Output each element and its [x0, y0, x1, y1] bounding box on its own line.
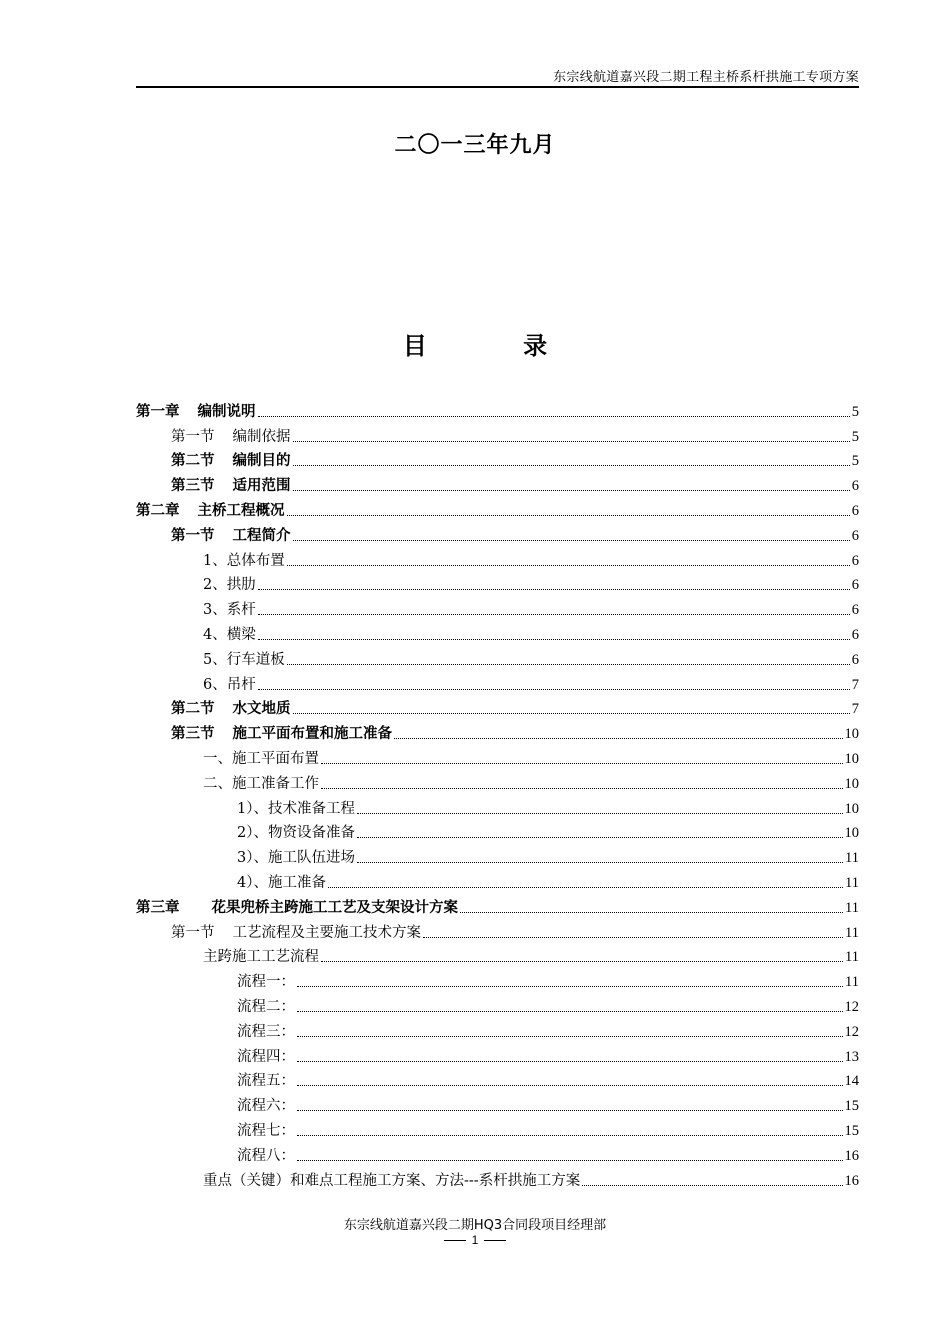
toc-entry[interactable]: [136, 545, 859, 570]
toc-leader-dots: [357, 861, 843, 863]
toc-entry-page: 12: [844, 1023, 859, 1040]
toc-entry-text: 流程一：: [237, 974, 295, 991]
toc-leader-dots: [423, 936, 843, 938]
toc-entry[interactable]: [136, 966, 859, 991]
table-of-contents: [136, 396, 859, 1190]
toc-entry[interactable]: [136, 842, 859, 867]
toc-entry-page: 6: [851, 552, 859, 569]
toc-entry-page: 5: [851, 403, 859, 420]
toc-leader-dots: [258, 638, 850, 640]
toc-entry[interactable]: [136, 644, 859, 669]
toc-leader-dots: [293, 464, 850, 466]
toc-entry-page: 6: [851, 602, 859, 619]
toc-entry-page: 6: [851, 478, 859, 495]
toc-entry-page: 6: [851, 502, 859, 519]
toc-entry[interactable]: [136, 446, 859, 471]
toc-entry-label: [237, 800, 355, 818]
toc-entry[interactable]: [136, 942, 859, 967]
page-number-dash-left: [444, 1240, 466, 1241]
toc-entry-prefix: 第三节: [171, 477, 215, 495]
toc-entry-page: 11: [845, 874, 859, 891]
toc-entry-text: 流程六：: [237, 1098, 295, 1115]
toc-entry-prefix: 第一章: [136, 402, 180, 420]
toc-leader-dots: [357, 812, 843, 814]
toc-entry-prefix: 第三节: [171, 725, 215, 743]
toc-entry-page: 13: [844, 1048, 859, 1065]
toc-entry[interactable]: [136, 520, 859, 545]
toc-entry-page: 10: [844, 775, 859, 792]
toc-leader-dots: [287, 663, 850, 665]
toc-entry[interactable]: [136, 1165, 859, 1190]
toc-entry-label: [171, 428, 291, 446]
toc-entry-text: 工程简介: [232, 526, 291, 544]
toc-leader-dots: [293, 440, 850, 442]
toc-entry-label: [237, 1122, 295, 1140]
toc-entry-text: 适用范围: [232, 477, 291, 495]
toc-leader-dots: [460, 911, 843, 913]
toc-entry-text: 6、吊杆: [203, 676, 256, 693]
toc-entry[interactable]: [136, 495, 859, 520]
toc-leader-dots: [297, 1134, 843, 1136]
toc-entry-text: 4、横梁: [203, 626, 256, 643]
toc-entry-label: [237, 1097, 295, 1115]
toc-entry-label: [203, 651, 285, 669]
toc-entry-label: [203, 676, 256, 694]
toc-entry[interactable]: [136, 570, 859, 595]
toc-entry-text: 流程三：: [237, 1023, 295, 1040]
toc-entry-label: [203, 576, 256, 594]
page-number-dash-right: [484, 1240, 506, 1241]
toc-entry[interactable]: [136, 421, 859, 446]
toc-entry-page: 12: [844, 998, 859, 1015]
toc-entry-text: 2）、物资设备准备: [237, 825, 355, 842]
toc-entry-prefix: 第一节: [171, 526, 215, 544]
toc-entry-text: 3）、施工队伍进场: [237, 850, 355, 867]
toc-entry-label: [171, 700, 291, 718]
toc-entry-text: 一、施工平面布置: [203, 750, 319, 767]
toc-entry[interactable]: [136, 1066, 859, 1091]
toc-entry-page: 6: [851, 626, 859, 643]
toc-leader-dots: [258, 688, 850, 690]
toc-entry-text: 编制目的: [232, 452, 291, 470]
toc-entry-text: 主跨施工工艺流程: [203, 949, 319, 966]
toc-entry[interactable]: [136, 991, 859, 1016]
toc-entry-label: [237, 998, 295, 1016]
toc-entry-label: [136, 403, 256, 421]
toc-entry-prefix: 第一节: [171, 428, 215, 445]
toc-entry[interactable]: [136, 594, 859, 619]
toc-entry[interactable]: [136, 818, 859, 843]
toc-entry-page: 5: [851, 428, 859, 445]
toc-leader-dots: [258, 588, 850, 590]
toc-entry-label: [203, 1172, 580, 1190]
toc-leader-dots: [297, 1010, 843, 1012]
toc-entry[interactable]: [136, 619, 859, 644]
toc-entry-label: [237, 824, 355, 842]
toc-entry[interactable]: [136, 867, 859, 892]
toc-entry-page: 10: [844, 726, 859, 743]
toc-leader-dots: [321, 787, 843, 789]
toc-entry-label: [171, 725, 392, 743]
toc-entry[interactable]: [136, 694, 859, 719]
toc-entry[interactable]: [136, 793, 859, 818]
page-number: [0, 1233, 950, 1247]
toc-entry-page: 6: [851, 651, 859, 668]
toc-entry-text: 2、拱肋: [203, 577, 256, 594]
toc-entry-text: 工艺流程及主要施工技术方案: [232, 924, 421, 941]
toc-entry-text: 重点（关键）和难点工程施工方案、方法---系杆拱施工方案: [203, 1172, 581, 1189]
toc-entry-label: [237, 849, 355, 867]
toc-leader-dots: [297, 985, 843, 987]
toc-entry-text: 流程四：: [237, 1048, 295, 1065]
toc-entry-text: 1、总体布置: [203, 552, 285, 569]
toc-leader-dots: [321, 762, 843, 764]
toc-entry-page: 5: [851, 453, 859, 470]
toc-leader-dots: [321, 960, 843, 962]
toc-entry-text: 流程八：: [237, 1147, 295, 1164]
toc-entry-page: 11: [845, 850, 859, 867]
toc-entry-page: 6: [851, 527, 859, 544]
toc-entry-label: [136, 502, 285, 520]
toc-entry-label: [237, 1023, 295, 1041]
toc-entry-label: [203, 775, 319, 793]
toc-entry-label: [237, 973, 295, 991]
toc-entry-prefix: 第二节: [171, 452, 215, 470]
toc-entry-prefix: 第一节: [171, 924, 215, 941]
toc-entry-text: 流程二：: [237, 998, 295, 1015]
toc-entry-text: 流程七：: [237, 1122, 295, 1139]
toc-entry-page: 16: [844, 1147, 859, 1164]
toc-leader-dots: [293, 489, 850, 491]
toc-entry-page: 11: [845, 924, 859, 941]
toc-entry-page: 6: [851, 577, 859, 594]
toc-entry-text: 1）、技术准备工程: [237, 800, 355, 817]
toc-entry-label: [171, 924, 421, 942]
toc-entry-label: [237, 1048, 295, 1066]
toc-entry-page: 11: [845, 899, 859, 916]
toc-entry[interactable]: [136, 1115, 859, 1140]
toc-leader-dots: [328, 886, 843, 888]
toc-title: 目 录: [402, 331, 592, 360]
toc-entry-text: 水文地质: [232, 700, 291, 718]
toc-entry-label: [203, 948, 319, 966]
toc-entry-prefix: 第三章: [136, 898, 180, 916]
header-title: 东宗线航道嘉兴段二期工程主桥系杆拱施工专项方案: [553, 70, 859, 85]
toc-leader-dots: [258, 613, 850, 615]
toc-entry-page: 16: [844, 1172, 859, 1189]
page-header: [136, 64, 859, 88]
toc-entry-page: 15: [844, 1098, 859, 1115]
toc-leader-dots: [297, 1035, 843, 1037]
toc-leader-dots: [297, 1060, 843, 1062]
toc-entry-text: 主桥工程概况: [197, 501, 285, 519]
toc-entry-label: [171, 452, 291, 470]
toc-leader-dots: [297, 1109, 843, 1111]
toc-entry-text: 编制说明: [197, 402, 256, 420]
toc-leader-dots: [258, 415, 850, 417]
toc-entry[interactable]: [136, 1016, 859, 1041]
toc-entry-text: 编制依据: [232, 428, 291, 445]
toc-entry[interactable]: [136, 1041, 859, 1066]
toc-entry-label: [203, 626, 256, 644]
toc-leader-dots: [297, 1084, 843, 1086]
toc-leader-dots: [287, 564, 850, 566]
toc-entry-label: [171, 527, 291, 545]
toc-entry-text: 二、施工准备工作: [203, 775, 319, 792]
toc-entry-text: 花果兜桥主跨施工工艺及支架设计方案: [211, 898, 458, 916]
footer-text: 东宗线航道嘉兴段二期HQ3合同段项目经理部: [343, 1218, 607, 1233]
toc-entry[interactable]: [136, 743, 859, 768]
toc-entry-text: 流程五：: [237, 1073, 295, 1090]
toc-entry-label: [171, 477, 291, 495]
toc-leader-dots: [293, 712, 850, 714]
toc-leader-dots: [582, 1184, 842, 1186]
toc-entry-prefix: 第二节: [171, 700, 215, 718]
toc-entry-page: 14: [844, 1073, 859, 1090]
toc-entry-page: 7: [851, 676, 859, 693]
toc-entry-label: [237, 874, 326, 892]
toc-entry-text: 施工平面布置和施工准备: [232, 725, 392, 743]
toc-entry-page: 11: [845, 974, 859, 991]
toc-entry-text: 3、系杆: [203, 602, 256, 619]
toc-leader-dots: [287, 514, 850, 516]
toc-entry-text: 4）、施工准备: [237, 874, 326, 891]
toc-entry-prefix: 第二章: [136, 501, 180, 519]
toc-entry-text: 5、行车道板: [203, 651, 285, 668]
toc-entry-label: [136, 899, 458, 917]
toc-entry[interactable]: [136, 917, 859, 942]
toc-leader-dots: [357, 836, 843, 838]
toc-entry-page: 10: [844, 750, 859, 767]
toc-entry[interactable]: [136, 768, 859, 793]
toc-entry-label: [203, 750, 319, 768]
toc-entry-page: 10: [844, 825, 859, 842]
toc-entry[interactable]: [136, 396, 859, 421]
toc-entry-label: [237, 1072, 295, 1090]
toc-entry[interactable]: [136, 718, 859, 743]
toc-entry-label: [237, 1147, 295, 1165]
date-title: 二〇一三年九月: [394, 132, 556, 158]
toc-entry-label: [203, 601, 256, 619]
toc-entry[interactable]: [136, 1090, 859, 1115]
toc-entry-page: 11: [845, 949, 859, 966]
toc-entry-page: 15: [844, 1122, 859, 1139]
toc-entry[interactable]: [136, 892, 859, 917]
toc-entry-label: [203, 552, 285, 570]
toc-leader-dots: [394, 737, 843, 739]
toc-entry[interactable]: [136, 1140, 859, 1165]
toc-entry-page: 7: [851, 701, 859, 718]
toc-entry-page: 10: [844, 800, 859, 817]
toc-entry[interactable]: [136, 470, 859, 495]
toc-leader-dots: [297, 1159, 843, 1161]
toc-entry[interactable]: [136, 669, 859, 694]
toc-leader-dots: [293, 539, 850, 541]
page-number-value: 1: [471, 1233, 479, 1247]
